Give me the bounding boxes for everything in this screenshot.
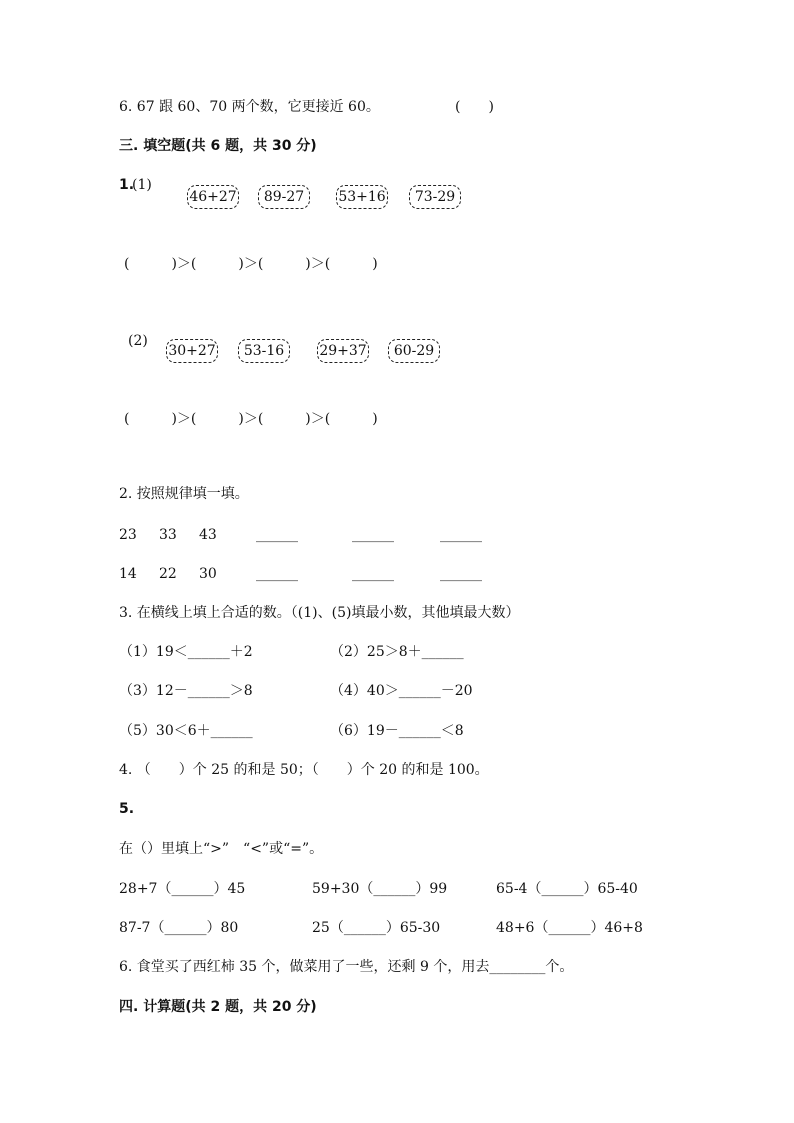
- question-1-label: 1.: [119, 177, 135, 193]
- question-2-title: 2. 按照规律填一填。: [119, 486, 249, 502]
- question-3-title: 3. 在横线上填上合适的数。（(1)、(5)填最小数，其他填最大数）: [119, 605, 520, 621]
- judgement-question-6: 6. 67 跟 60、70 两个数，它更接近 60。: [119, 99, 380, 115]
- answer-parenthesis[interactable]: ( ): [455, 99, 494, 115]
- sequence-number: 14: [119, 566, 137, 582]
- expression-card: 89-27: [258, 185, 310, 209]
- blank-line[interactable]: ______: [352, 566, 394, 582]
- question-5-instruction: 在（）里填上“>” “<”或“=”。: [119, 841, 324, 857]
- compare-item[interactable]: 28+7（______）45: [119, 881, 246, 897]
- expression-card: 29+37: [317, 339, 369, 363]
- sequence-number: 22: [159, 566, 177, 582]
- blank-line[interactable]: ______: [440, 566, 482, 582]
- expression-card: 46+27: [187, 185, 239, 209]
- part-1-number: (1): [132, 177, 152, 193]
- sequence-number: 43: [199, 527, 217, 543]
- expression-card: 73-29: [409, 185, 461, 209]
- blank-line[interactable]: ______: [256, 566, 298, 582]
- question-4-text[interactable]: 4. （ ）个 25 的和是 50；（ ）个 20 的和是 100。: [119, 762, 489, 778]
- inequality-item[interactable]: （5）30＜6＋______: [119, 723, 253, 739]
- blank-line[interactable]: ______: [352, 527, 394, 543]
- inequality-item[interactable]: （4）40＞______－20: [330, 683, 473, 699]
- section-title-calculation: 四. 计算题(共 2 题，共 20 分): [119, 999, 317, 1015]
- order-answer-row[interactable]: ( )＞( )＞( )＞( ): [124, 256, 378, 272]
- expression-card: 53+16: [336, 185, 388, 209]
- sequence-number: 23: [119, 527, 137, 543]
- inequality-item[interactable]: （6）19－______＜8: [330, 723, 464, 739]
- compare-item[interactable]: 25（______）65-30: [312, 920, 441, 936]
- question-6-text[interactable]: 6. 食堂买了西红柿 35 个，做菜用了一些，还剩 9 个，用去________个。: [119, 959, 574, 975]
- question-5-label: 5.: [119, 801, 135, 817]
- compare-item[interactable]: 65-4（______）65-40: [496, 881, 638, 897]
- blank-line[interactable]: ______: [256, 527, 298, 543]
- blank-line[interactable]: ______: [440, 527, 482, 543]
- expression-card: 30+27: [166, 339, 218, 363]
- inequality-item[interactable]: （1）19＜______＋2: [119, 644, 253, 660]
- order-answer-row[interactable]: ( )＞( )＞( )＞( ): [124, 411, 378, 427]
- inequality-item[interactable]: （2）25＞8＋______: [330, 644, 464, 660]
- compare-item[interactable]: 48+6（______）46+8: [496, 920, 643, 936]
- inequality-item[interactable]: （3）12－______＞8: [119, 683, 253, 699]
- expression-card: 60-29: [388, 339, 440, 363]
- compare-item[interactable]: 59+30（______）99: [312, 881, 448, 897]
- compare-item[interactable]: 87-7（______）80: [119, 920, 239, 936]
- section-title-fill-in: 三. 填空题(共 6 题，共 30 分): [119, 138, 317, 154]
- expression-card: 53-16: [238, 339, 290, 363]
- sequence-number: 30: [199, 566, 217, 582]
- part-2-number: (2): [128, 333, 148, 349]
- sequence-number: 33: [159, 527, 177, 543]
